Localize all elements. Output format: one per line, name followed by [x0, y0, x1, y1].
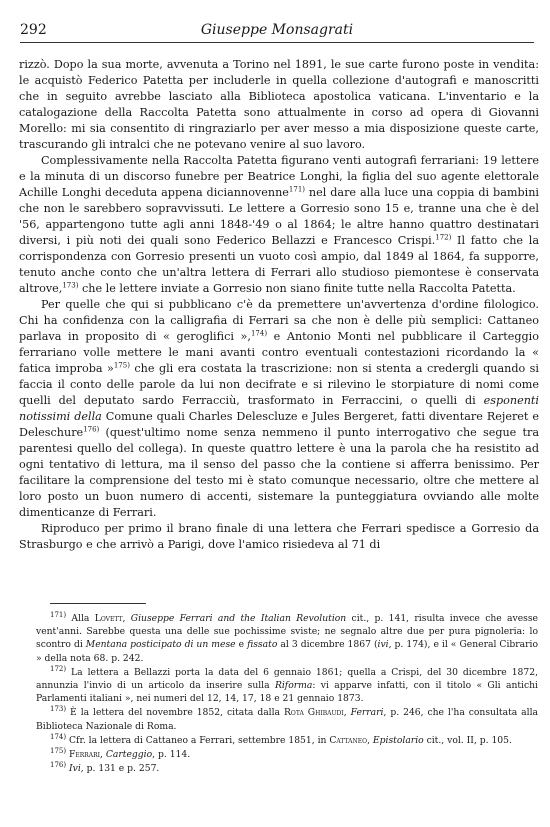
footnote-text: ivi [377, 639, 389, 651]
page-number: 292 [20, 22, 47, 38]
footnote-text: Carteggio [105, 749, 153, 761]
paragraph-2: Complessivamente nella Raccolta Patetta figurano venti autografi ferrariani: 19 lettere e la minuta di un discorso funebre per Beatrice Longhi, la figlia del suo agente elettorale Achille Longhi deceduta appena diciannovenne$^{171)}$ nel dare alla luce una coppia di bambini che non le sarebbero sopravvissuti. Le lettere a Gorresio sono 15 e, tranne una che è del '56, appartengono tutte agli anni 1848-'49 o al 1864; le altre hanno quattro destinatari diversi, i più noti dei quali sono Federico Bellazzi e Francesco Crispi.$^{172)}$ Il fatto che la corrispondenza con Gorresio presenti un vuoto così ampio, dal 1849 al 1864, fa supporre, tenuto anche conto che un'altra lettera di Ferrari allo studioso piemontese è conservata altrove,$^{173)}$ che le lettere inviate a Gorresio non siano finite tutte nella Raccolta Patetta. [19, 154, 539, 295]
footnote-175 [36, 748, 538, 761]
footnote-ref-174[interactable]: 174) [250, 329, 268, 338]
footnote-174 [36, 734, 538, 747]
footnote-171 [36, 612, 538, 665]
footnote-ref-172[interactable]: 172) [435, 233, 452, 242]
footnote-number: 175) [50, 746, 67, 755]
footnote-ref-176[interactable]: 176) [83, 425, 100, 434]
footnote-text: Ferrari [350, 707, 384, 719]
footnote-text: Cfr. la lettera di Cattaneo a Ferrari, settembre 1851, in [69, 734, 330, 746]
footnote-number: 173) [50, 705, 67, 714]
footnote-text: Rota Ghibaudi [283, 707, 344, 719]
footnote-172 [36, 666, 538, 706]
footnote-ref-175[interactable]: 175) [113, 361, 130, 370]
footnote-number: 171) [50, 610, 67, 619]
footnote-ref-171[interactable]: 171) [288, 185, 306, 194]
paragraph-3: Per quelle che qui si pubblicano c'è da premettere un'avvertenza d'ordine filologico. Chi ha confidenza con la calligrafia di Ferrari sa che non è delle più semplici: Cattaneo parlava in proposito di « geroglifici »,$^{174)}$ e Antonio Monti nel pubblicare il Carteggio ferrariano volle mettere le mani avanti contro eventuali contestazioni ricordando la « fatica improba »$^{175)}$ che gli era costata la trascrizione: non si stenta a credergli quando si faccia il conto delle parole da lui non decifrate e si rilevino le storpiature di nomi come quelli del deputato sardo Ferracciù, trasformato in Ferraccini, o quelli di esponenti notissimi della Comune quali Charles Delescluze e Jules Bergeret, fatti diventare Rejeret e Deleschure$^{176)}$ (quest'ultimo nome senza nemmeno il punto interrogativo che segue tra parentesi quello del collega). In queste quattro lettere è una la parola che ha resistito ad ogni tentativo di lettura, ma il senso del passo che la contiene si afferra benissimo. Per facilitare la comprensione del testo mi è stato comunque necessario, oltre che mettere al loro posto un buon numero di accenti, sistemare la punteggiatura ovviando alle molte dimenticanze di Ferrari. [19, 298, 539, 519]
footnote-text: , [122, 613, 131, 624]
footnote-text: , p. 114. [152, 749, 191, 761]
footnote-text: cit., p. 141, risulta invece che avesse vent'anni. Sarebbe questa una delle sue pochissime sviste; ne segnalo altre due per pura pignoleria: lo scontro di [36, 613, 538, 651]
footnote-separator [50, 603, 146, 604]
footnote-text: Ferrari [69, 749, 101, 761]
paragraph-4: Riproduco per primo il brano finale di una lettera che Ferrari spedisce a Gorresio da Strasburgo e che arrivò a Parigi, dove l'amico risiedeva al 71 di [19, 522, 539, 551]
main-text [19, 57, 539, 553]
running-head: Giuseppe Monsagrati [200, 22, 354, 38]
footnote-text: La lettera a Bellazzi porta la data del 6 gennaio 1861; quella a Crispi, del 30 dicembre 1872, annunzia l'invio di un articolo da inserire sulla [36, 666, 538, 692]
footnote-number: 172) [50, 664, 67, 673]
footnote-text: È la lettera del novembre 1852, citata dalla [70, 707, 284, 719]
footnote-text: al 3 dicembre 1867 ( [277, 639, 378, 651]
footnote-number: 176) [50, 761, 67, 770]
footnote-text: , p. 131 e p. 257. [80, 763, 160, 775]
footnote-text: , p. 174), e il « General Cibrario » della nota 68. p. 242. [36, 639, 538, 664]
footnote-text: e [235, 639, 248, 651]
footnote-text: Riforma [274, 680, 313, 692]
footnotes [36, 612, 538, 776]
footnote-text: Alla [71, 613, 95, 624]
footnote-ref-173[interactable]: 173) [62, 281, 79, 290]
footnote-173 [36, 706, 538, 732]
footnote-text: Cattaneo [329, 734, 368, 746]
footnote-text: : vi apparve infatti, con il titolo « Gli antichi Parlamenti italiani », nei numeri del 12, 14, 17, 18 e 21 gennaio 1873. [36, 680, 538, 705]
footnote-number: 174) [50, 732, 67, 741]
footnote-text: fissato [247, 639, 278, 651]
footnote-text: Epistolario [372, 734, 424, 746]
footnote-text: cit., vol. II, p. 105. [423, 734, 512, 746]
footnote-text: Ivi [69, 763, 81, 775]
footnote-176 [36, 762, 538, 775]
footnote-text: , [343, 707, 351, 719]
footnote-text: , [100, 749, 106, 761]
page-header [20, 18, 534, 43]
footnote-text: , p. 246, che l'ha consultata alla Biblioteca Nazionale di Roma. [36, 707, 539, 732]
footnote-text: Mentana posticipato di un mese [85, 639, 236, 651]
paragraph-1: rizzò. Dopo la sua morte, avvenuta a Torino nel 1891, le sue carte furono poste in vendita: le acquistò Federico Patetta per includerle in quella collezione d'autografi e manoscritti che in seguito avrebbe lasciato alla Biblioteca apostolica vaticana. L'inventario e la catalogazione della Raccolta Patetta sono attualmente in corso ad opera di Giovanni Morello: mi sia consentito di ringraziarlo per aver messo a mia disposizione queste carte, trascurando gli intralci che ne potevano venire al suo lavoro. [19, 58, 539, 151]
footnote-text: Lovett [94, 613, 123, 624]
footnote-text: Giuseppe Ferrari and the Italian Revolution [130, 613, 347, 624]
footnote-text: , [367, 734, 373, 746]
